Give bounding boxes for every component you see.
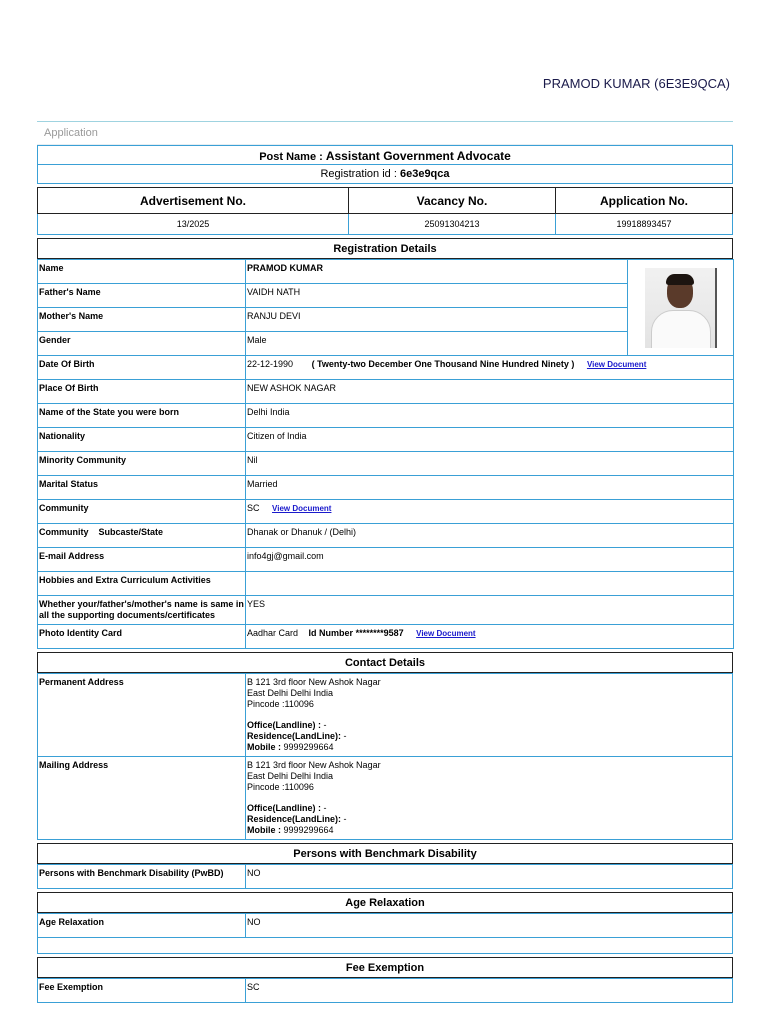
age-relaxation-value: NO	[246, 914, 733, 938]
dob-label: Date Of Birth	[38, 356, 246, 380]
pwbd-label: Persons with Benchmark Disability (PwBD)	[38, 865, 246, 889]
same-name-label: Whether your/father's/mother's name is same in all the supporting documents/certificates	[38, 596, 246, 625]
permanent-address-value	[246, 674, 733, 757]
mailing-mobile-label: Mobile :	[247, 825, 281, 835]
mother-name-value: RANJU DEVI	[246, 308, 628, 332]
permanent-mobile-value: 9999299664	[281, 742, 334, 752]
application-label: Application	[37, 121, 733, 145]
post-name-label: Post Name :	[259, 151, 323, 163]
community-value: SC	[247, 503, 260, 513]
applicant-photo	[645, 268, 717, 348]
nationality-value: Citizen of India	[246, 428, 734, 452]
fee-exemption-heading: Fee Exemption	[37, 957, 733, 978]
mailing-address-value	[246, 757, 733, 840]
registration-id-label: Registration id :	[320, 168, 397, 180]
community-cell	[246, 500, 734, 524]
photo-id-view-document-link[interactable]: View Document	[416, 629, 476, 638]
contact-details-table	[37, 673, 733, 840]
registration-id-value: 6e3e9qca	[399, 168, 450, 180]
permanent-address-label: Permanent Address	[38, 674, 246, 757]
pob-value: NEW ASHOK NAGAR	[246, 380, 734, 404]
vacancy-no-value: 25091304213	[349, 214, 556, 235]
gender-label: Gender	[38, 332, 246, 356]
permanent-office-value: -	[321, 720, 327, 730]
advertisement-no-header: Advertisement No.	[38, 188, 349, 214]
registration-details-table	[37, 259, 734, 649]
name-label: Name	[38, 260, 246, 284]
subcaste-label: Community Subcaste/State	[38, 524, 246, 548]
nationality-label: Nationality	[38, 428, 246, 452]
application-sheet	[37, 121, 733, 1003]
advertisement-table	[37, 187, 733, 235]
permanent-mobile-label: Mobile :	[247, 742, 281, 752]
mailing-residence-value: -	[341, 814, 347, 824]
name-value: PRAMOD KUMAR	[246, 260, 628, 284]
vacancy-no-header: Vacancy No.	[349, 188, 556, 214]
post-name-value: Assistant Government Advocate	[325, 149, 511, 163]
mailing-office-label: Office(Landline) :	[247, 803, 321, 813]
pwbd-value: NO	[246, 865, 733, 889]
marital-label: Marital Status	[38, 476, 246, 500]
father-name-value: VAIDH NATH	[246, 284, 628, 308]
permanent-residence-label: Residence(LandLine):	[247, 731, 342, 741]
subcaste-value: Dhanak or Dhanuk / (Delhi)	[246, 524, 734, 548]
community-view-document-link[interactable]: View Document	[272, 504, 332, 513]
permanent-address-line: B 121 3rd floor New Ashok Nagar	[247, 677, 381, 687]
photo-id-number-label: Id Number	[308, 628, 354, 638]
mailing-office-value: -	[321, 803, 327, 813]
application-no-value: 19918893457	[556, 214, 733, 235]
permanent-address-line: Pincode :110096	[247, 699, 314, 709]
contact-details-heading: Contact Details	[37, 652, 733, 673]
minority-label: Minority Community	[38, 452, 246, 476]
dob-view-document-link[interactable]: View Document	[586, 360, 647, 369]
dob-cell	[246, 356, 734, 380]
user-header: PRAMOD KUMAR (6E3E9QCA)	[542, 76, 730, 91]
email-value: info4gj@gmail.com	[246, 548, 734, 572]
mother-name-label: Mother's Name	[38, 308, 246, 332]
photo-id-number-value: ********9587	[355, 628, 404, 638]
age-relaxation-label: Age Relaxation	[38, 914, 246, 938]
fee-exemption-table	[37, 978, 733, 1003]
mailing-address-line: B 121 3rd floor New Ashok Nagar	[247, 760, 381, 770]
gender-value: Male	[246, 332, 628, 356]
hobbies-value	[246, 572, 734, 596]
registration-id-row	[37, 165, 733, 184]
pwbd-heading: Persons with Benchmark Disability	[37, 843, 733, 864]
permanent-residence-value: -	[341, 731, 347, 741]
age-relaxation-spacer	[38, 938, 733, 954]
dob-words: ( Twenty-two December One Thousand Nine Hundred Ninety )	[311, 359, 575, 369]
hobbies-label: Hobbies and Extra Curriculum Activities	[38, 572, 246, 596]
birth-state-label: Name of the State you were born	[38, 404, 246, 428]
fee-exemption-value: SC	[246, 979, 733, 1003]
community-label: Community	[38, 500, 246, 524]
mailing-address-label: Mailing Address	[38, 757, 246, 840]
pwbd-table	[37, 864, 733, 889]
photo-id-label: Photo Identity Card	[38, 625, 246, 649]
mailing-address-line: Pincode :110096	[247, 782, 314, 792]
photo-cell	[628, 260, 734, 356]
pob-label: Place Of Birth	[38, 380, 246, 404]
same-name-value: YES	[246, 596, 734, 625]
post-name-row	[37, 145, 733, 165]
photo-id-cell	[246, 625, 734, 649]
birth-state-value: Delhi India	[246, 404, 734, 428]
permanent-address-line: East Delhi Delhi India	[247, 688, 334, 698]
mailing-mobile-value: 9999299664	[281, 825, 334, 835]
dob-value: 22-12-1990	[247, 359, 294, 369]
application-no-header: Application No.	[556, 188, 733, 214]
email-label: E-mail Address	[38, 548, 246, 572]
father-name-label: Father's Name	[38, 284, 246, 308]
mailing-residence-label: Residence(LandLine):	[247, 814, 342, 824]
permanent-office-label: Office(Landline) :	[247, 720, 321, 730]
minority-value: Nil	[246, 452, 734, 476]
age-relaxation-heading: Age Relaxation	[37, 892, 733, 913]
fee-exemption-label: Fee Exemption	[38, 979, 246, 1003]
registration-details-heading: Registration Details	[37, 238, 733, 259]
photo-id-value: Aadhar Card	[247, 628, 299, 638]
marital-value: Married	[246, 476, 734, 500]
age-relaxation-table	[37, 913, 733, 954]
mailing-address-line: East Delhi Delhi India	[247, 771, 334, 781]
advertisement-no-value: 13/2025	[38, 214, 349, 235]
